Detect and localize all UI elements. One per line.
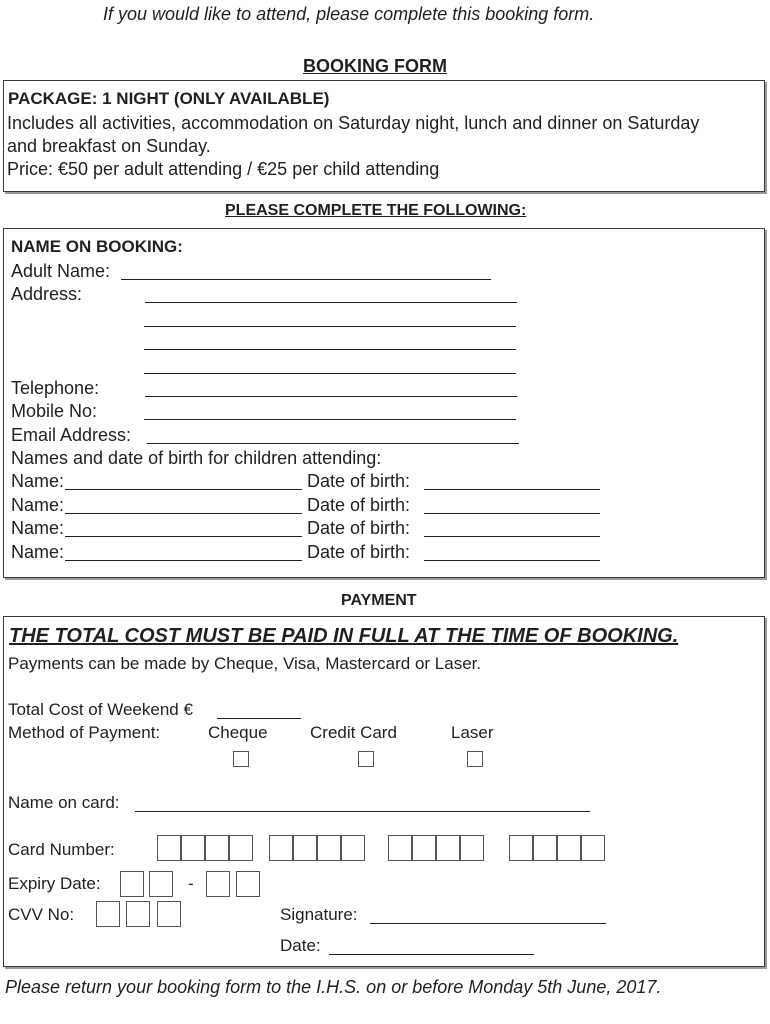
child-dob-field[interactable] <box>424 536 600 537</box>
card-number-digit[interactable] <box>229 835 253 861</box>
child-name-label: Name: <box>11 518 65 538</box>
mobile-label: Mobile No: <box>11 401 98 421</box>
child-dob-field[interactable] <box>424 489 600 490</box>
package-price: Price: €50 per adult attending / €25 per child attending <box>7 159 440 179</box>
child-dob-label: Date of birth: <box>307 495 411 515</box>
expiry-digit[interactable] <box>206 871 230 897</box>
email-field[interactable] <box>147 443 519 444</box>
intro-text: If you would like to attend, please complete this booking form. <box>103 4 595 24</box>
total-cost-label: Total Cost of Weekend € <box>8 700 193 719</box>
payment-heading: PAYMENT <box>341 592 417 609</box>
child-name-field[interactable] <box>65 513 302 514</box>
expiry-separator: - <box>188 874 194 893</box>
date-field[interactable] <box>329 954 534 955</box>
address-label: Address: <box>11 284 83 304</box>
card-number-digit[interactable] <box>460 835 484 861</box>
child-dob-label: Date of birth: <box>307 518 411 538</box>
adult-name-label: Adult Name: <box>11 261 111 281</box>
child-name-label: Name: <box>11 471 65 491</box>
address-field-line2[interactable] <box>144 326 516 327</box>
card-number-digit[interactable] <box>581 835 605 861</box>
booking-details-box <box>3 228 765 578</box>
child-name-label: Name: <box>11 542 65 562</box>
total-cost-field[interactable] <box>217 718 301 719</box>
card-number-digit[interactable] <box>388 835 412 861</box>
card-number-digit[interactable] <box>317 835 341 861</box>
child-dob-label: Date of birth: <box>307 471 411 491</box>
laser-checkbox[interactable] <box>467 751 483 767</box>
method-option-laser: Laser <box>451 723 494 742</box>
adult-name-field[interactable] <box>121 279 491 280</box>
card-number-digit[interactable] <box>509 835 533 861</box>
card-number-digit[interactable] <box>557 835 581 861</box>
card-number-digit[interactable] <box>205 835 229 861</box>
children-heading: Names and date of birth for children attending: <box>11 448 382 468</box>
payment-methods-note: Payments can be made by Cheque, Visa, Mastercard or Laser. <box>8 654 482 673</box>
method-of-payment-label: Method of Payment: <box>8 723 161 742</box>
return-instructions: Please return your booking form to the I.H.S. on or before Monday 5th June, 2017. <box>5 977 662 997</box>
card-number-digit[interactable] <box>533 835 557 861</box>
payment-warning: THE TOTAL COST MUST BE PAID IN FULL AT THE TIME OF BOOKING. <box>9 625 679 647</box>
method-option-credit-card: Credit Card <box>310 723 397 742</box>
signature-field[interactable] <box>370 923 606 924</box>
form-title: BOOKING FORM <box>303 56 447 76</box>
child-name-field[interactable] <box>65 560 302 561</box>
expiry-digit[interactable] <box>120 871 144 897</box>
cvv-digit[interactable] <box>157 901 181 927</box>
child-dob-field[interactable] <box>424 560 600 561</box>
child-name-field[interactable] <box>65 489 302 490</box>
credit-card-checkbox[interactable] <box>358 751 374 767</box>
card-number-digit[interactable] <box>181 835 205 861</box>
cvv-digit[interactable] <box>96 901 120 927</box>
package-description-line2: and breakfast on Sunday. <box>7 136 211 156</box>
child-dob-label: Date of birth: <box>307 542 411 562</box>
telephone-field[interactable] <box>145 396 517 397</box>
package-description-line1: Includes all activities, accommodation on Saturday night, lunch and dinner on Saturday <box>7 113 700 133</box>
package-box <box>3 80 765 192</box>
complete-heading: PLEASE COMPLETE THE FOLLOWING: <box>225 202 527 219</box>
card-number-digit[interactable] <box>436 835 460 861</box>
payment-box <box>3 616 765 967</box>
card-number-digit[interactable] <box>341 835 365 861</box>
expiry-digit[interactable] <box>149 871 173 897</box>
expiry-date-label: Expiry Date: <box>8 874 101 893</box>
package-title: PACKAGE: 1 NIGHT (ONLY AVAILABLE) <box>8 89 330 108</box>
address-field-line4[interactable] <box>144 373 516 374</box>
child-dob-field[interactable] <box>424 513 600 514</box>
card-number-label: Card Number: <box>8 840 115 859</box>
date-label: Date: <box>280 936 321 955</box>
child-name-field[interactable] <box>65 536 302 537</box>
name-on-card-label: Name on card: <box>8 793 120 812</box>
card-number-digit[interactable] <box>293 835 317 861</box>
card-number-digit[interactable] <box>269 835 293 861</box>
name-on-card-field[interactable] <box>135 811 590 812</box>
cheque-checkbox[interactable] <box>233 751 249 767</box>
card-number-digit[interactable] <box>157 835 181 861</box>
cvv-label: CVV No: <box>8 905 75 924</box>
child-name-label: Name: <box>11 495 65 515</box>
signature-label: Signature: <box>280 905 358 924</box>
mobile-field[interactable] <box>144 419 516 420</box>
address-field-line3[interactable] <box>144 349 516 350</box>
address-field-line1[interactable] <box>145 302 517 303</box>
telephone-label: Telephone: <box>11 378 100 398</box>
method-option-cheque: Cheque <box>208 723 268 742</box>
cvv-digit[interactable] <box>126 901 150 927</box>
name-on-booking-heading: NAME ON BOOKING: <box>11 237 183 256</box>
email-label: Email Address: <box>11 425 132 445</box>
card-number-digit[interactable] <box>412 835 436 861</box>
expiry-digit[interactable] <box>236 871 260 897</box>
